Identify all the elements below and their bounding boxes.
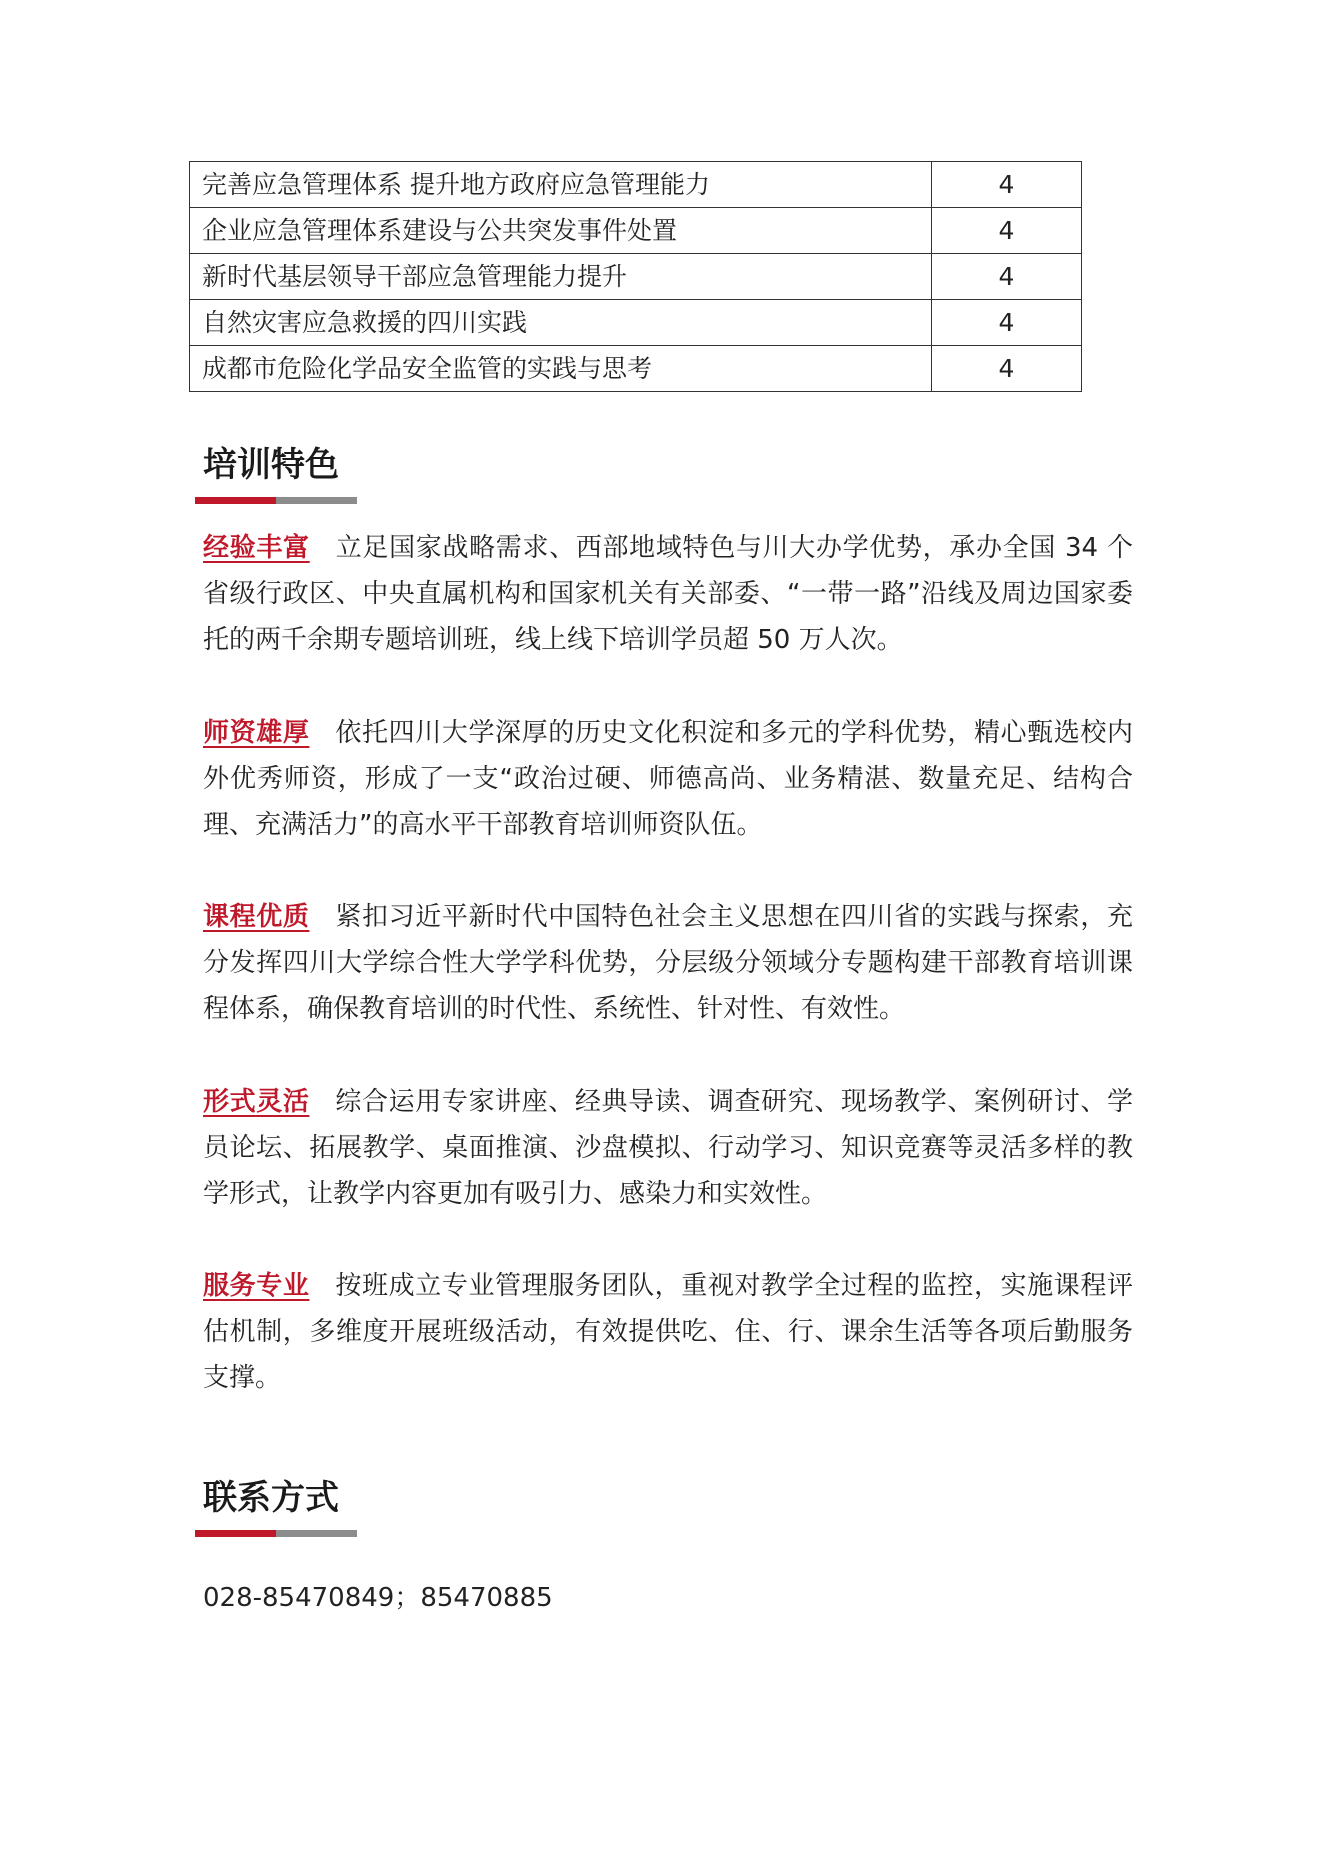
underline-red-segment [195, 1530, 276, 1537]
course-hours-cell: 4 [932, 208, 1082, 254]
feature-text: 立足国家战略需求、西部地域特色与川大办学优势，承办全国 34 个省级行政区、中央直属机构和国家机关有关部委、“一带一路”沿线及周边国家委托的两千余期专题培训班，线上线下培训学员超 50 万人次。 [203, 533, 1133, 655]
feature-item [203, 1263, 1133, 1401]
feature-label: 形式灵活 [203, 1087, 310, 1117]
feature-item [203, 525, 1133, 663]
course-name-cell: 自然灾害应急救援的四川实践 [190, 300, 932, 346]
table-row [190, 162, 1082, 208]
table-row [190, 346, 1082, 392]
course-name-cell: 新时代基层领导干部应急管理能力提升 [190, 254, 932, 300]
course-hours-cell: 4 [932, 346, 1082, 392]
features-title: 培训特色 [203, 445, 339, 485]
feature-label: 服务专业 [203, 1271, 310, 1301]
course-hours-cell: 4 [932, 300, 1082, 346]
feature-text: 紧扣习近平新时代中国特色社会主义思想在四川省的实践与探索，充分发挥四川大学综合性大学学科优势，分层级分领域分专题构建干部教育培训课程体系，确保教育培训的时代性、系统性、针对性、有效性。 [203, 902, 1133, 1024]
table-row [190, 208, 1082, 254]
course-name-cell: 企业应急管理体系建设与公共突发事件处置 [190, 208, 932, 254]
feature-label: 师资雄厚 [203, 718, 310, 748]
features-title-underline [195, 497, 357, 504]
feature-label: 经验丰富 [203, 533, 310, 563]
feature-label: 课程优质 [203, 902, 310, 932]
table-row [190, 300, 1082, 346]
underline-red-segment [195, 497, 276, 504]
course-hours-cell: 4 [932, 254, 1082, 300]
course-hours-cell: 4 [932, 162, 1082, 208]
feature-item [203, 894, 1133, 1032]
underline-gray-segment [276, 1530, 357, 1537]
contact-phone: 028-85470849；85470885 [203, 1583, 553, 1613]
contact-title-underline [195, 1530, 357, 1537]
feature-item [203, 1079, 1133, 1217]
feature-text: 依托四川大学深厚的历史文化积淀和多元的学科优势，精心甄选校内外优秀师资，形成了一支“政治过硬、师德高尚、业务精湛、数量充足、结构合理、充满活力”的高水平干部教育培训师资队伍。 [203, 718, 1133, 840]
course-name-cell: 完善应急管理体系 提升地方政府应急管理能力 [190, 162, 932, 208]
course-name-cell: 成都市危险化学品安全监管的实践与思考 [190, 346, 932, 392]
contact-title: 联系方式 [203, 1478, 339, 1518]
table-row [190, 254, 1082, 300]
course-table [189, 161, 1082, 392]
feature-text: 按班成立专业管理服务团队，重视对教学全过程的监控，实施课程评估机制，多维度开展班级活动，有效提供吃、住、行、课余生活等各项后勤服务支撑。 [203, 1271, 1133, 1393]
feature-item [203, 710, 1133, 848]
underline-gray-segment [276, 497, 357, 504]
feature-text: 综合运用专家讲座、经典导读、调查研究、现场教学、案例研讨、学员论坛、拓展教学、桌面推演、沙盘模拟、行动学习、知识竞赛等灵活多样的教学形式，让教学内容更加有吸引力、感染力和实效性。 [203, 1087, 1133, 1209]
